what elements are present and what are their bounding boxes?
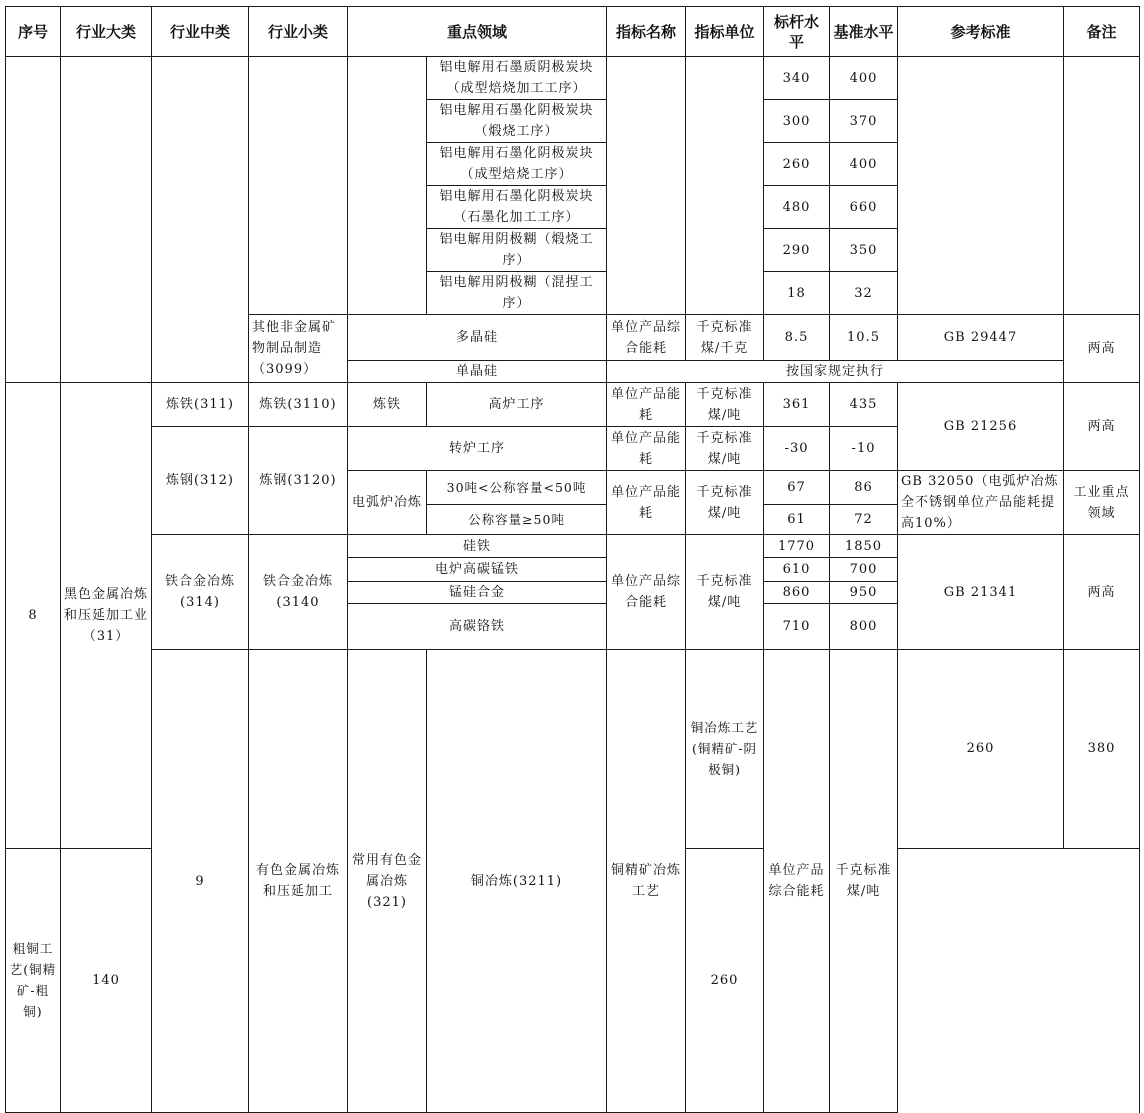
cell-benchmark: 67: [764, 471, 830, 505]
cell-baseline: 380: [1064, 650, 1140, 849]
cell-baseline: 400: [830, 57, 898, 100]
cell-field: 公称容量≥50吨: [427, 504, 607, 534]
cell-field: 硅铁: [348, 535, 607, 558]
cell-baseline: 1850: [830, 535, 898, 558]
cell-baseline: 260: [686, 848, 764, 1112]
cell-field: 单晶硅: [348, 361, 607, 383]
cell-remark: 两高: [1064, 535, 1140, 650]
cell-benchmark: 480: [764, 186, 830, 229]
cell-indicator-name: 单位产品能耗: [607, 471, 686, 535]
cell-benchmark: 61: [764, 504, 830, 534]
cell-baseline: -10: [830, 427, 898, 471]
cell-indicator-unit: 千克标准煤/千克: [686, 315, 764, 361]
header-reference-standard: 参考标准: [898, 7, 1064, 57]
cell-middle: 炼铁(311): [152, 383, 249, 427]
cell-subfield: 炼铁: [348, 383, 427, 427]
cell-remark: 两高: [1064, 315, 1140, 383]
header-major: 行业大类: [61, 7, 152, 57]
cell-field: 铝电解用石墨质阴极炭块（成型焙烧加工工序）: [427, 57, 607, 100]
cell-reference-continued: [898, 57, 1064, 315]
cell-middle-continued: [152, 57, 249, 383]
cell-minor: 铁合金冶炼(3140: [249, 535, 348, 650]
cell-seq: 8: [6, 383, 61, 849]
header-baseline: 基准水平: [830, 7, 898, 57]
cell-baseline: 350: [830, 229, 898, 272]
table-row: [6, 383, 1140, 427]
cell-benchmark: 361: [764, 383, 830, 427]
cell-major: 黑色金属冶炼和压延加工业（31）: [61, 383, 152, 849]
cell-field: 转炉工序: [348, 427, 607, 471]
cell-baseline: 72: [830, 504, 898, 534]
cell-benchmark: 8.5: [764, 315, 830, 361]
cell-major-continued: [61, 57, 152, 383]
cell-indicator-unit: 千克标准煤/吨: [830, 650, 898, 1113]
cell-benchmark: 1770: [764, 535, 830, 558]
cell-baseline: 400: [830, 143, 898, 186]
cell-reference-standard: GB 21341: [898, 535, 1064, 650]
cell-baseline: 700: [830, 558, 898, 582]
cell-field: 高碳铬铁: [348, 604, 607, 650]
cell-benchmark: 290: [764, 229, 830, 272]
table-row: [6, 650, 1140, 849]
cell-indicator-name: 单位产品综合能耗: [607, 315, 686, 361]
cell-field: 多晶硅: [348, 315, 607, 361]
cell-benchmark: 260: [764, 143, 830, 186]
cell-reference-standard: GB 32050（电弧炉冶炼全不锈钢单位产品能耗提高10%）: [898, 471, 1064, 535]
cell-benchmark: 710: [764, 604, 830, 650]
cell-indicator-name: 单位产品能耗: [607, 427, 686, 471]
cell-field: 铝电解用石墨化阴极炭块（石墨化加工工序）: [427, 186, 607, 229]
cell-indicator-unit: 千克标准煤/吨: [686, 427, 764, 471]
cell-indicator-name-continued: [607, 57, 686, 315]
cell-middle: 炼钢(312): [152, 427, 249, 535]
cell-field: 高炉工序: [427, 383, 607, 427]
cell-indicator-name: 单位产品综合能耗: [607, 535, 686, 650]
cell-middle: 常用有色金属冶炼(321): [348, 650, 427, 1113]
cell-field: 铝电解用阴极糊（混捏工序）: [427, 272, 607, 315]
cell-minor: 其他非金属矿物制品制造（3099）: [249, 315, 348, 383]
cell-benchmark: 860: [764, 582, 830, 604]
cell-indicator-unit: 千克标准煤/吨: [686, 535, 764, 650]
cell-remark: 工业重点领域: [1064, 471, 1140, 535]
cell-minor: 炼铁(3110): [249, 383, 348, 427]
cell-seq-continued: [6, 57, 61, 383]
cell-indicator-unit-continued: [686, 57, 764, 315]
cell-benchmark: -30: [764, 427, 830, 471]
cell-baseline: 660: [830, 186, 898, 229]
header-benchmark: 标杆水平: [764, 7, 830, 57]
header-seq: 序号: [6, 7, 61, 57]
header-remark: 备注: [1064, 7, 1140, 57]
cell-field: 铜冶炼工艺(铜精矿-阴极铜): [686, 650, 764, 849]
cell-minor: 铜冶炼(3211): [427, 650, 607, 1113]
cell-note: 按国家规定执行: [607, 361, 1064, 383]
header-field: 重点领域: [348, 7, 607, 57]
header-row: [6, 7, 1140, 57]
cell-baseline: 435: [830, 383, 898, 427]
cell-remark: 两高: [1064, 383, 1140, 471]
cell-benchmark: 300: [764, 100, 830, 143]
header-indicator-unit: 指标单位: [686, 7, 764, 57]
cell-baseline: 370: [830, 100, 898, 143]
cell-subfield: 电弧炉冶炼: [348, 471, 427, 535]
cell-minor: 炼钢(3120): [249, 427, 348, 535]
cell-field: 30吨<公称容量<50吨: [427, 471, 607, 505]
cell-baseline: 86: [830, 471, 898, 505]
cell-benchmark: 340: [764, 57, 830, 100]
cell-remark-continued: [1064, 57, 1140, 315]
cell-benchmark: 18: [764, 272, 830, 315]
cell-indicator-unit: 千克标准煤/吨: [686, 383, 764, 427]
cell-seq: 9: [152, 650, 249, 1113]
cell-baseline: 800: [830, 604, 898, 650]
cell-benchmark: 260: [898, 650, 1064, 849]
cell-reference-standard: GB 29447: [898, 315, 1064, 361]
header-indicator-name: 指标名称: [607, 7, 686, 57]
cell-subfield: 铜精矿冶炼工艺: [607, 650, 686, 1113]
cell-benchmark: 140: [61, 848, 152, 1112]
cell-field: 铝电解用石墨化阴极炭块（煅烧工序）: [427, 100, 607, 143]
cell-middle: 铁合金冶炼(314): [152, 535, 249, 650]
cell-field: 粗铜工艺(铜精矿-粗铜): [6, 848, 61, 1112]
cell-subfield-continued: [348, 57, 427, 315]
energy-benchmark-table: [5, 6, 1140, 1113]
cell-field: 锰硅合金: [348, 582, 607, 604]
cell-major: 有色金属冶炼和压延加工: [249, 650, 348, 1113]
cell-field: 电炉高碳锰铁: [348, 558, 607, 582]
cell-indicator-name: 单位产品能耗: [607, 383, 686, 427]
cell-reference-standard: GB 21256: [898, 383, 1064, 471]
cell-indicator-name: 单位产品综合能耗: [764, 650, 830, 1113]
header-minor: 行业小类: [249, 7, 348, 57]
cell-field: 铝电解用石墨化阴极炭块（成型焙烧工序）: [427, 143, 607, 186]
cell-benchmark: 610: [764, 558, 830, 582]
table-row: [6, 57, 1140, 100]
cell-baseline: 10.5: [830, 315, 898, 361]
cell-minor-continued: [249, 57, 348, 315]
cell-indicator-unit: 千克标准煤/吨: [686, 471, 764, 535]
table-row: [6, 535, 1140, 558]
header-middle: 行业中类: [152, 7, 249, 57]
cell-baseline: 950: [830, 582, 898, 604]
cell-baseline: 32: [830, 272, 898, 315]
cell-field: 铝电解用阴极糊（煅烧工序）: [427, 229, 607, 272]
